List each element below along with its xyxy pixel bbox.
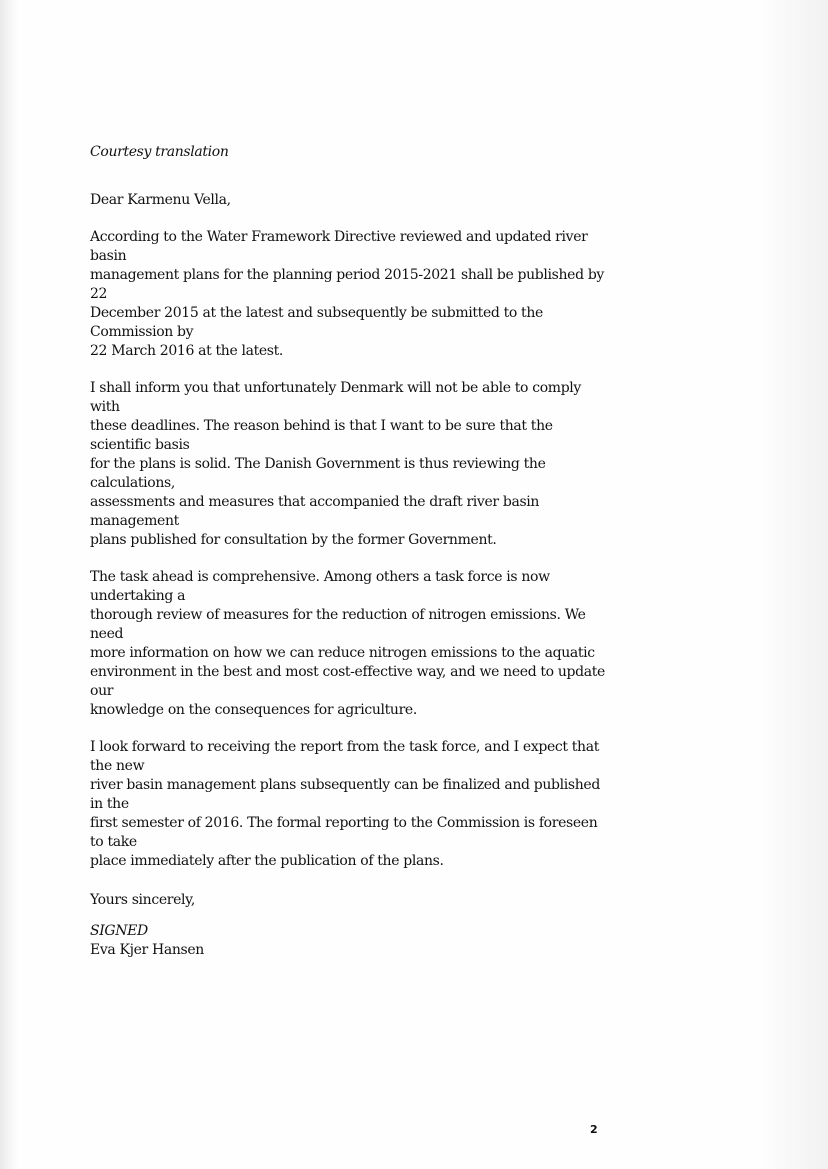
salutation: Dear Karmenu Vella, (90, 192, 231, 208)
signed-label: SIGNED (90, 923, 148, 939)
paragraph-deadlines: According to the Water Framework Directive reviewed and updated river basin management plans for the planning period 2015-2021 shall be published by 22 December 2015 at the latest and subsequently be submitted to the Commission by 22 March 2016 at the latest. (90, 229, 604, 359)
paragraph-task-force: The task ahead is comprehensive. Among others a task force is now undertaking a thorough review of measures for the reduction of nitrogen emissions. We need more information on how we can reduce nitrogen emissions to the aquatic environment in the best and most cost-effective way, and we need to update our knowledge on the consequences for agriculture. (90, 569, 605, 718)
signatory-name: Eva Kjer Hansen (90, 942, 204, 958)
closing: Yours sincerely, (90, 892, 195, 908)
page-number: 2 (590, 1123, 598, 1136)
paragraph-reporting: I look forward to receiving the report from the task force, and I expect that the new river basin management plans subsequently can be finalized and published in the first semester of 2016. The formal reporting to the Commission is foreseen to take place immediately after the publication of the plans. (90, 739, 600, 869)
letter-body (90, 143, 610, 960)
paragraph-compliance: I shall inform you that unfortunately Denmark will not be able to comply with these deadlines. The reason behind is that I want to be sure that the scientific basis for the plans is solid. The Danish Government is thus reviewing the calculations, assessments and measures that accompanied the draft river basin management plans published for consultation by the former Government. (90, 380, 581, 548)
scan-shadow-left (0, 0, 18, 1169)
courtesy-translation-label: Courtesy translation (90, 144, 229, 160)
scan-shadow-right (758, 0, 828, 1169)
